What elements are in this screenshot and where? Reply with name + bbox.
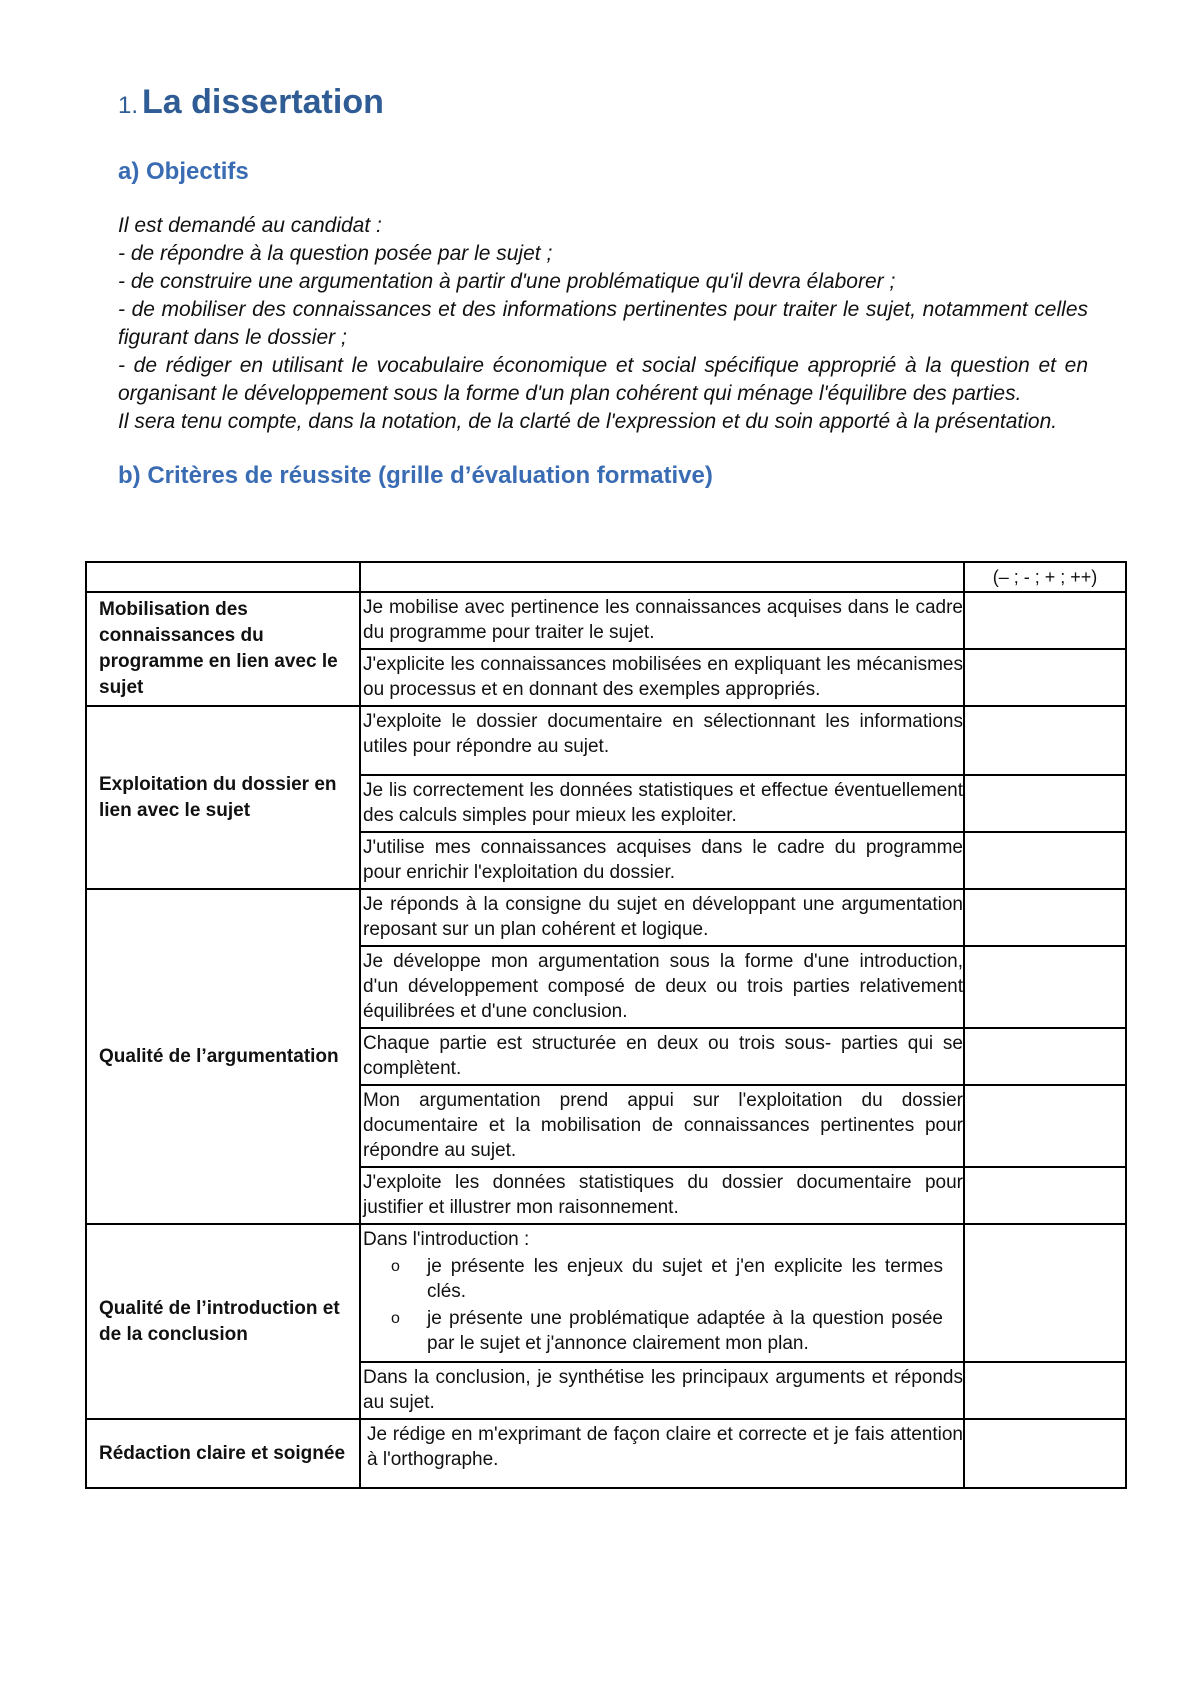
- section-title-text: La dissertation: [142, 83, 384, 121]
- rating-cell[interactable]: [964, 1167, 1126, 1224]
- rating-cell[interactable]: [964, 775, 1126, 832]
- objectifs-line: - de mobiliser des connaissances et des informations pertinentes pour traiter le sujet, notamment celles figurant dans le dossier ;: [118, 298, 1088, 349]
- criterion-label: Mobilisation des connaissances du programme en lien avec le sujet: [86, 592, 360, 706]
- list-item-text: je présente une problématique adaptée à la question posée par le sujet et j'annonce clairement mon plan.: [427, 1308, 943, 1354]
- section-title: [118, 78, 1088, 130]
- objectifs-heading: a) Objectifs: [118, 158, 249, 185]
- rating-cell[interactable]: [964, 649, 1126, 706]
- descriptor-cell: J'utilise mes connaissances acquises dans le cadre du programme pour enrichir l'exploitation du dossier.: [360, 832, 964, 889]
- rating-cell[interactable]: [964, 832, 1126, 889]
- rating-cell[interactable]: [964, 592, 1126, 649]
- rating-cell[interactable]: [964, 1224, 1126, 1362]
- criterion-label: Qualité de l’argumentation: [86, 889, 360, 1224]
- rating-cell[interactable]: [964, 889, 1126, 946]
- rating-cell[interactable]: [964, 1085, 1126, 1167]
- objectifs-line: - de répondre à la question posée par le sujet ;: [118, 242, 553, 265]
- descriptor-cell: Je lis correctement les données statistiques et effectue éventuellement des calculs simples pour mieux les exploiter.: [360, 775, 964, 832]
- criteres-heading: b) Critères de réussite (grille d’évaluation formative): [118, 462, 713, 489]
- objectifs-line: Il est demandé au candidat :: [118, 214, 382, 237]
- grid-row: [86, 889, 1126, 946]
- introduction-bullets: [363, 1254, 963, 1356]
- section-number: 1.: [118, 92, 139, 119]
- header-cell-descriptor: [360, 562, 964, 592]
- grid-row: [86, 1419, 1126, 1488]
- document-page: [118, 78, 1088, 492]
- scale-header: (– ; - ; + ; ++): [964, 562, 1126, 592]
- rating-cell[interactable]: [964, 1419, 1126, 1488]
- descriptor-cell: Je développe mon argumentation sous la forme d'une introduction, d'un développement composé de deux ou trois parties relativement équilibrées et d'une conclusion.: [360, 946, 964, 1028]
- header-cell-criterion: [86, 562, 360, 592]
- objectifs-line: - de rédiger en utilisant le vocabulaire économique et social spécifique approprié à la question et en organisant le développement sous la forme d'un plan cohérent qui ménage l'équilibre des parties.: [118, 354, 1088, 405]
- rating-cell[interactable]: [964, 946, 1126, 1028]
- criterion-label: Rédaction claire et soignée: [86, 1419, 360, 1488]
- list-item-text: je présente les enjeux du sujet et j'en explicite les termes clés.: [427, 1256, 943, 1302]
- descriptor-cell: J'exploite les données statistiques du dossier documentaire pour justifier et illustrer mon raisonnement.: [360, 1167, 964, 1224]
- grid-row: [86, 592, 1126, 649]
- list-item: [391, 1306, 963, 1356]
- grid-header-row: [86, 562, 1126, 592]
- rating-cell[interactable]: [964, 1028, 1126, 1085]
- descriptor-cell: Mon argumentation prend appui sur l'exploitation du dossier documentaire et la mobilisation de connaissances pertinentes pour répondre au sujet.: [360, 1085, 964, 1167]
- descriptor-cell: J'exploite le dossier documentaire en sélectionnant les informations utiles pour répondre au sujet.: [360, 706, 964, 775]
- descriptor-cell: Je mobilise avec pertinence les connaissances acquises dans le cadre du programme pour traiter le sujet.: [360, 592, 964, 649]
- list-item: [391, 1254, 963, 1304]
- objectifs-text: [118, 212, 1088, 436]
- descriptor-cell: Je réponds à la consigne du sujet en développant une argumentation reposant sur un plan cohérent et logique.: [360, 889, 964, 946]
- criterion-label: Qualité de l’introduction et de la conclusion: [86, 1224, 360, 1419]
- circle-bullet-icon: o: [391, 1310, 400, 1327]
- grid-row: [86, 1224, 1126, 1362]
- rating-cell[interactable]: [964, 1362, 1126, 1419]
- rating-cell[interactable]: [964, 706, 1126, 775]
- evaluation-grid: [85, 561, 1127, 1489]
- descriptor-cell: Dans la conclusion, je synthétise les principaux arguments et réponds au sujet.: [360, 1362, 964, 1419]
- objectifs-line: - de construire une argumentation à partir d'une problématique qu'il devra élaborer ;: [118, 270, 896, 293]
- objectifs-line: Il sera tenu compte, dans la notation, de la clarté de l'expression et du soin apporté à la présentation.: [118, 410, 1058, 433]
- circle-bullet-icon: o: [391, 1258, 400, 1275]
- descriptor-cell: J'explicite les connaissances mobilisées en expliquant les mécanismes ou processus et en donnant des exemples appropriés.: [360, 649, 964, 706]
- criterion-label: Exploitation du dossier en lien avec le sujet: [86, 706, 360, 889]
- descriptor-cell: Chaque partie est structurée en deux ou trois sous- parties qui se complètent.: [360, 1028, 964, 1085]
- grid-row: [86, 706, 1126, 775]
- introduction-lead: Dans l'introduction :: [363, 1229, 530, 1250]
- descriptor-cell: Je rédige en m'exprimant de façon claire et correcte et je fais attention à l'orthographe.: [360, 1419, 964, 1488]
- descriptor-cell: [360, 1224, 964, 1362]
